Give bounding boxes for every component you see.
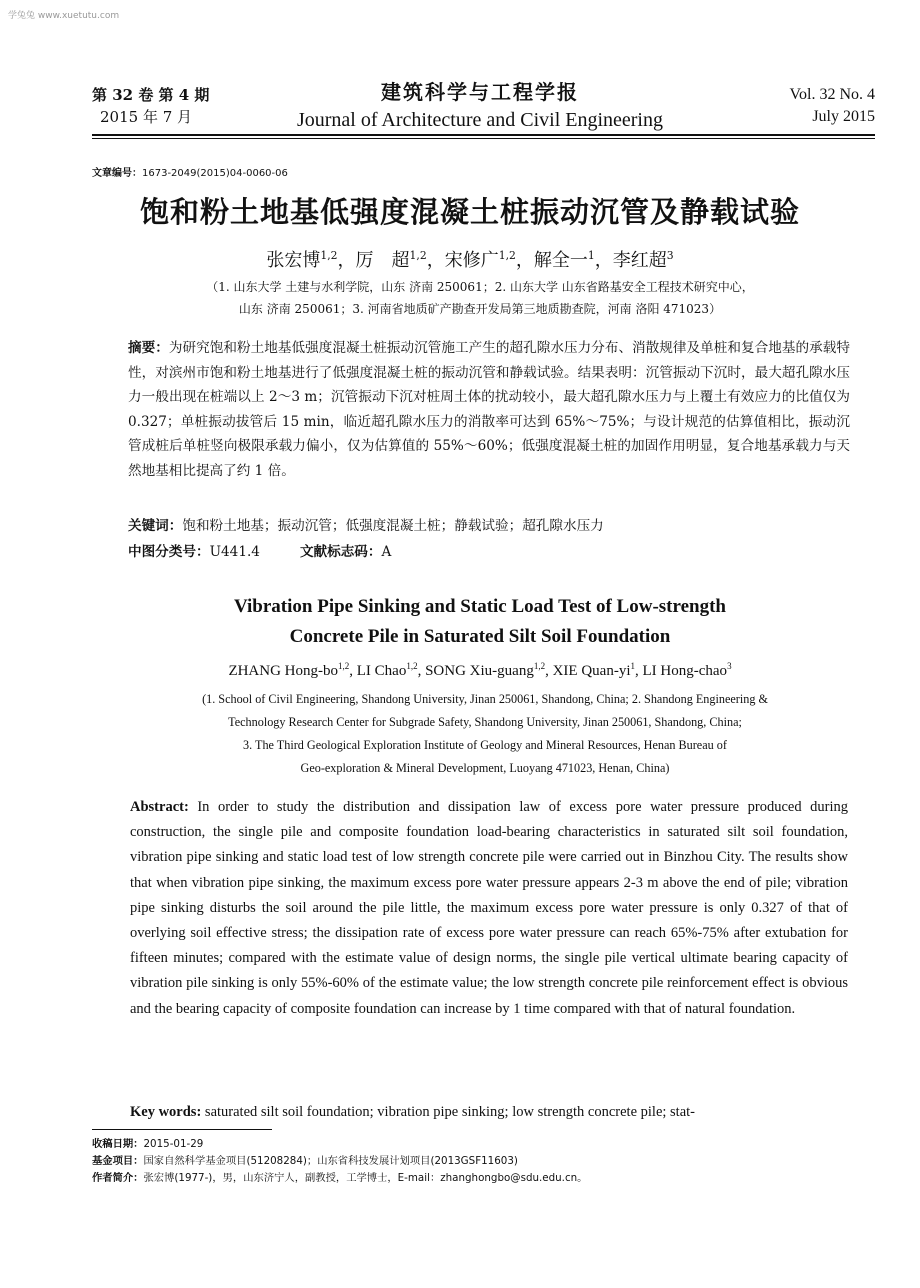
journal-name-cn: 建筑科学与工程学报 [381,80,579,104]
author-cn: 厉 超 [355,250,410,271]
authors-cn: 张宏博$^{1,2}$，厉 超$^{1,2}$，宋修广$^{1,2}$，解全一$^1$，李红超$^3$ [266,249,674,271]
abstract-cn-label: 摘要： [128,340,169,356]
abstract-cn [128,336,850,483]
watermark: 学兔兔 www.xuetutu.com [8,11,120,21]
author-en-sup: 1 [630,661,635,671]
author-cn: 解全一 [533,250,588,271]
footnote-rule [92,1129,272,1130]
title-en-line: Vibration Pipe Sinking and Static Load Test of Low-strength [234,596,726,617]
author-cn-sup: 3 [666,249,674,262]
affiliations-cn [120,276,840,320]
affiliation-en-line: (1. School of Civil Engineering, Shandong University, Jinan 250061, Shandong, China; 2. Shandong Engineering & [202,692,768,706]
footnote-label: 作者简介： [92,1172,144,1184]
header-volume-info-en [790,84,876,128]
keywords-cn-label: 关键词： [128,518,183,534]
keywords-cn-text: 饱和粉土地基；振动沉管；低强度混凝土桩；静载试验；超孔隙水压力 [182,518,604,534]
header-volume-issue: 第 32 卷 第 4 期 [92,86,210,104]
author-en: SONG Xiu-guang [425,663,534,679]
author-cn-sup: 1,2 [320,249,338,262]
author-cn: 张宏博 [266,250,321,271]
author-en: LI Hong-chao [642,663,728,679]
title-en [120,592,840,652]
affiliation-en-line: Technology Research Center for Subgrade Safety, Shandong University, Jinan 250061, Shandong, China; [228,715,742,729]
header-volume-info [92,84,209,128]
title-en-line: Concrete Pile in Saturated Silt Soil Foundation [289,626,671,647]
clc-label: 中图分类号： [128,544,210,560]
abstract-en [130,795,848,1022]
classification-cn [128,540,391,564]
header-vol-no: Vol. 32 No. 4 [789,86,875,103]
footnote-received [92,1136,872,1153]
authors-en: ZHANG Hong-bo$^{1,2}$, LI Chao$^{1,2}$, SONG Xiu-guang$^{1,2}$, XIE Quan-$yi^1$, LI Hong-chao$^3$ [228,661,732,679]
header-date-en: July 2015 [812,108,875,125]
footnote-funding [92,1153,872,1170]
affiliation-cn-line: （1. 山东大学 土建与水利学院，山东 济南 250061；2. 山东大学 山东省路基安全工程技术研究中心， [206,280,754,294]
footnotes [92,1136,872,1187]
abstract-cn-text: 为研究饱和粉土地基低强度混凝土桩振动沉管施工产生的超孔隙水压力分布、消散规律及单桩和复合地基的承载特性，对滨州市饱和粉土地基进行了低强度混凝土桩的振动沉管和静载试验。结果表明：沉管振动下沉时，最大超孔隙水压力一般出现在桩端以上 2～3 m；沉管振动下沉对桩周土体的扰动较小，最大超孔隙水压力与上覆土有效应力的比值仅为 0.327；单桩振动拔管后 15 min，临近超孔隙水压力的消散率可达到 65%～75%；与设计规范的估算值相比，振动沉管成桩后单桩竖向极限承载力偏小，仅为估算值的 55%～60%；低强度混凝土桩的加固作用明显，复合地基承载力与天然地基相比提高了约 1 倍。 [128,340,851,479]
journal-name-en: Journal of Architecture and Civil Engineering [296,109,663,131]
footnote-label: 收稿日期： [92,1138,144,1150]
author-en: LI Chao [356,663,407,679]
article-number-label: 文章编号： [92,168,142,179]
author-en-sup: 1,2 [406,661,418,671]
header-rule-thin [92,138,875,139]
footnote-label: 基金项目： [92,1155,144,1167]
footnote-text: 张宏博(1977-)，男，山东济宁人，副教授，工学博士，E-mail：zhanghongbo@sdu.edu.cn。 [143,1172,588,1184]
doc-code-value: A [381,544,392,560]
keywords-en [130,1100,890,1124]
footnote-author [92,1170,872,1187]
header-date-cn: 2015 年 7 月 [100,108,193,126]
keywords-cn [128,514,850,538]
footnote-text: 2015-01-29 [143,1138,204,1150]
title-cn: 饱和粉土地基低强度混凝土桩振动沉管及静载试验 [139,195,800,229]
author-en-sup: 1,2 [533,661,546,671]
keywords-en-text: saturated silt soil foundation; vibration pipe sinking; low strength concrete pile; stat- [201,1104,696,1120]
keywords-en-label: Key words: [130,1104,202,1120]
clc-value: U441.4 [209,544,260,560]
author-en: ZHANG Hong-bo [228,663,339,679]
author-cn-sup: 1,2 [409,249,427,262]
header-rule-thick [92,134,875,136]
author-en: XIE Quan-yi [552,663,631,679]
affiliation-en-line: 3. The Third Geological Exploration Institute of Geology and Mineral Resources, Henan Bureau of [243,738,727,752]
author-en-sup: 3 [727,661,732,671]
doc-code-label: 文献标志码： [299,544,382,560]
author-cn-sup: 1,2 [498,249,516,262]
article-number [92,164,288,179]
footnote-text: 国家自然科学基金项目(51208284)；山东省科技发展计划项目(2013GSF11603) [143,1155,518,1167]
affiliations-en [120,688,850,780]
affiliation-cn-line: 山东 济南 250061；3. 河南省地质矿产勘查开发局第三地质勘查院，河南 洛阳 471023） [238,302,722,316]
author-cn: 宋修广 [444,250,499,271]
abstract-en-text: In order to study the distribution and dissipation law of excess pore water pressure produced during construction, the single pile and composite foundation load-bearing characteristics in saturated silt soil foundation, vibration pipe sinking and static load test of low strength concrete pile were carried out in Binzhou City. The results show that when vibration pipe sinking, the maximum excess pore water pressure appears 2-3 m above the end of pile; vibration pipe sinking disturbs the soil around the pile little, the maximum excess pore water pressure is only 0.327 of that of overlying soil effective stress; the dissipation rate of excess pore water pressure can reach 65%-75% after extubation for fifteen minutes; compared with the estimate value of design norms, the single pile vertical ultimate bearing capacity of vibration pile sinking is only 55%-60% of the estimate value; the low strength concrete pile reinforcement effect is obvious and the bearing capacity of composite foundation can increase by 1 time compared with that of natural foundation. [130,799,848,1017]
author-cn-sup: 1 [587,249,595,262]
author-cn: 李红超 [612,250,667,271]
article-number-value: 1673-2049(2015)04-0060-06 [142,168,288,179]
abstract-en-label: Abstract: [130,799,189,815]
author-en-sup: 1,2 [338,661,350,671]
affiliation-en-line: Geo-exploration & Mineral Development, Luoyang 471023, Henan, China) [300,761,670,775]
journal-name [250,78,710,134]
